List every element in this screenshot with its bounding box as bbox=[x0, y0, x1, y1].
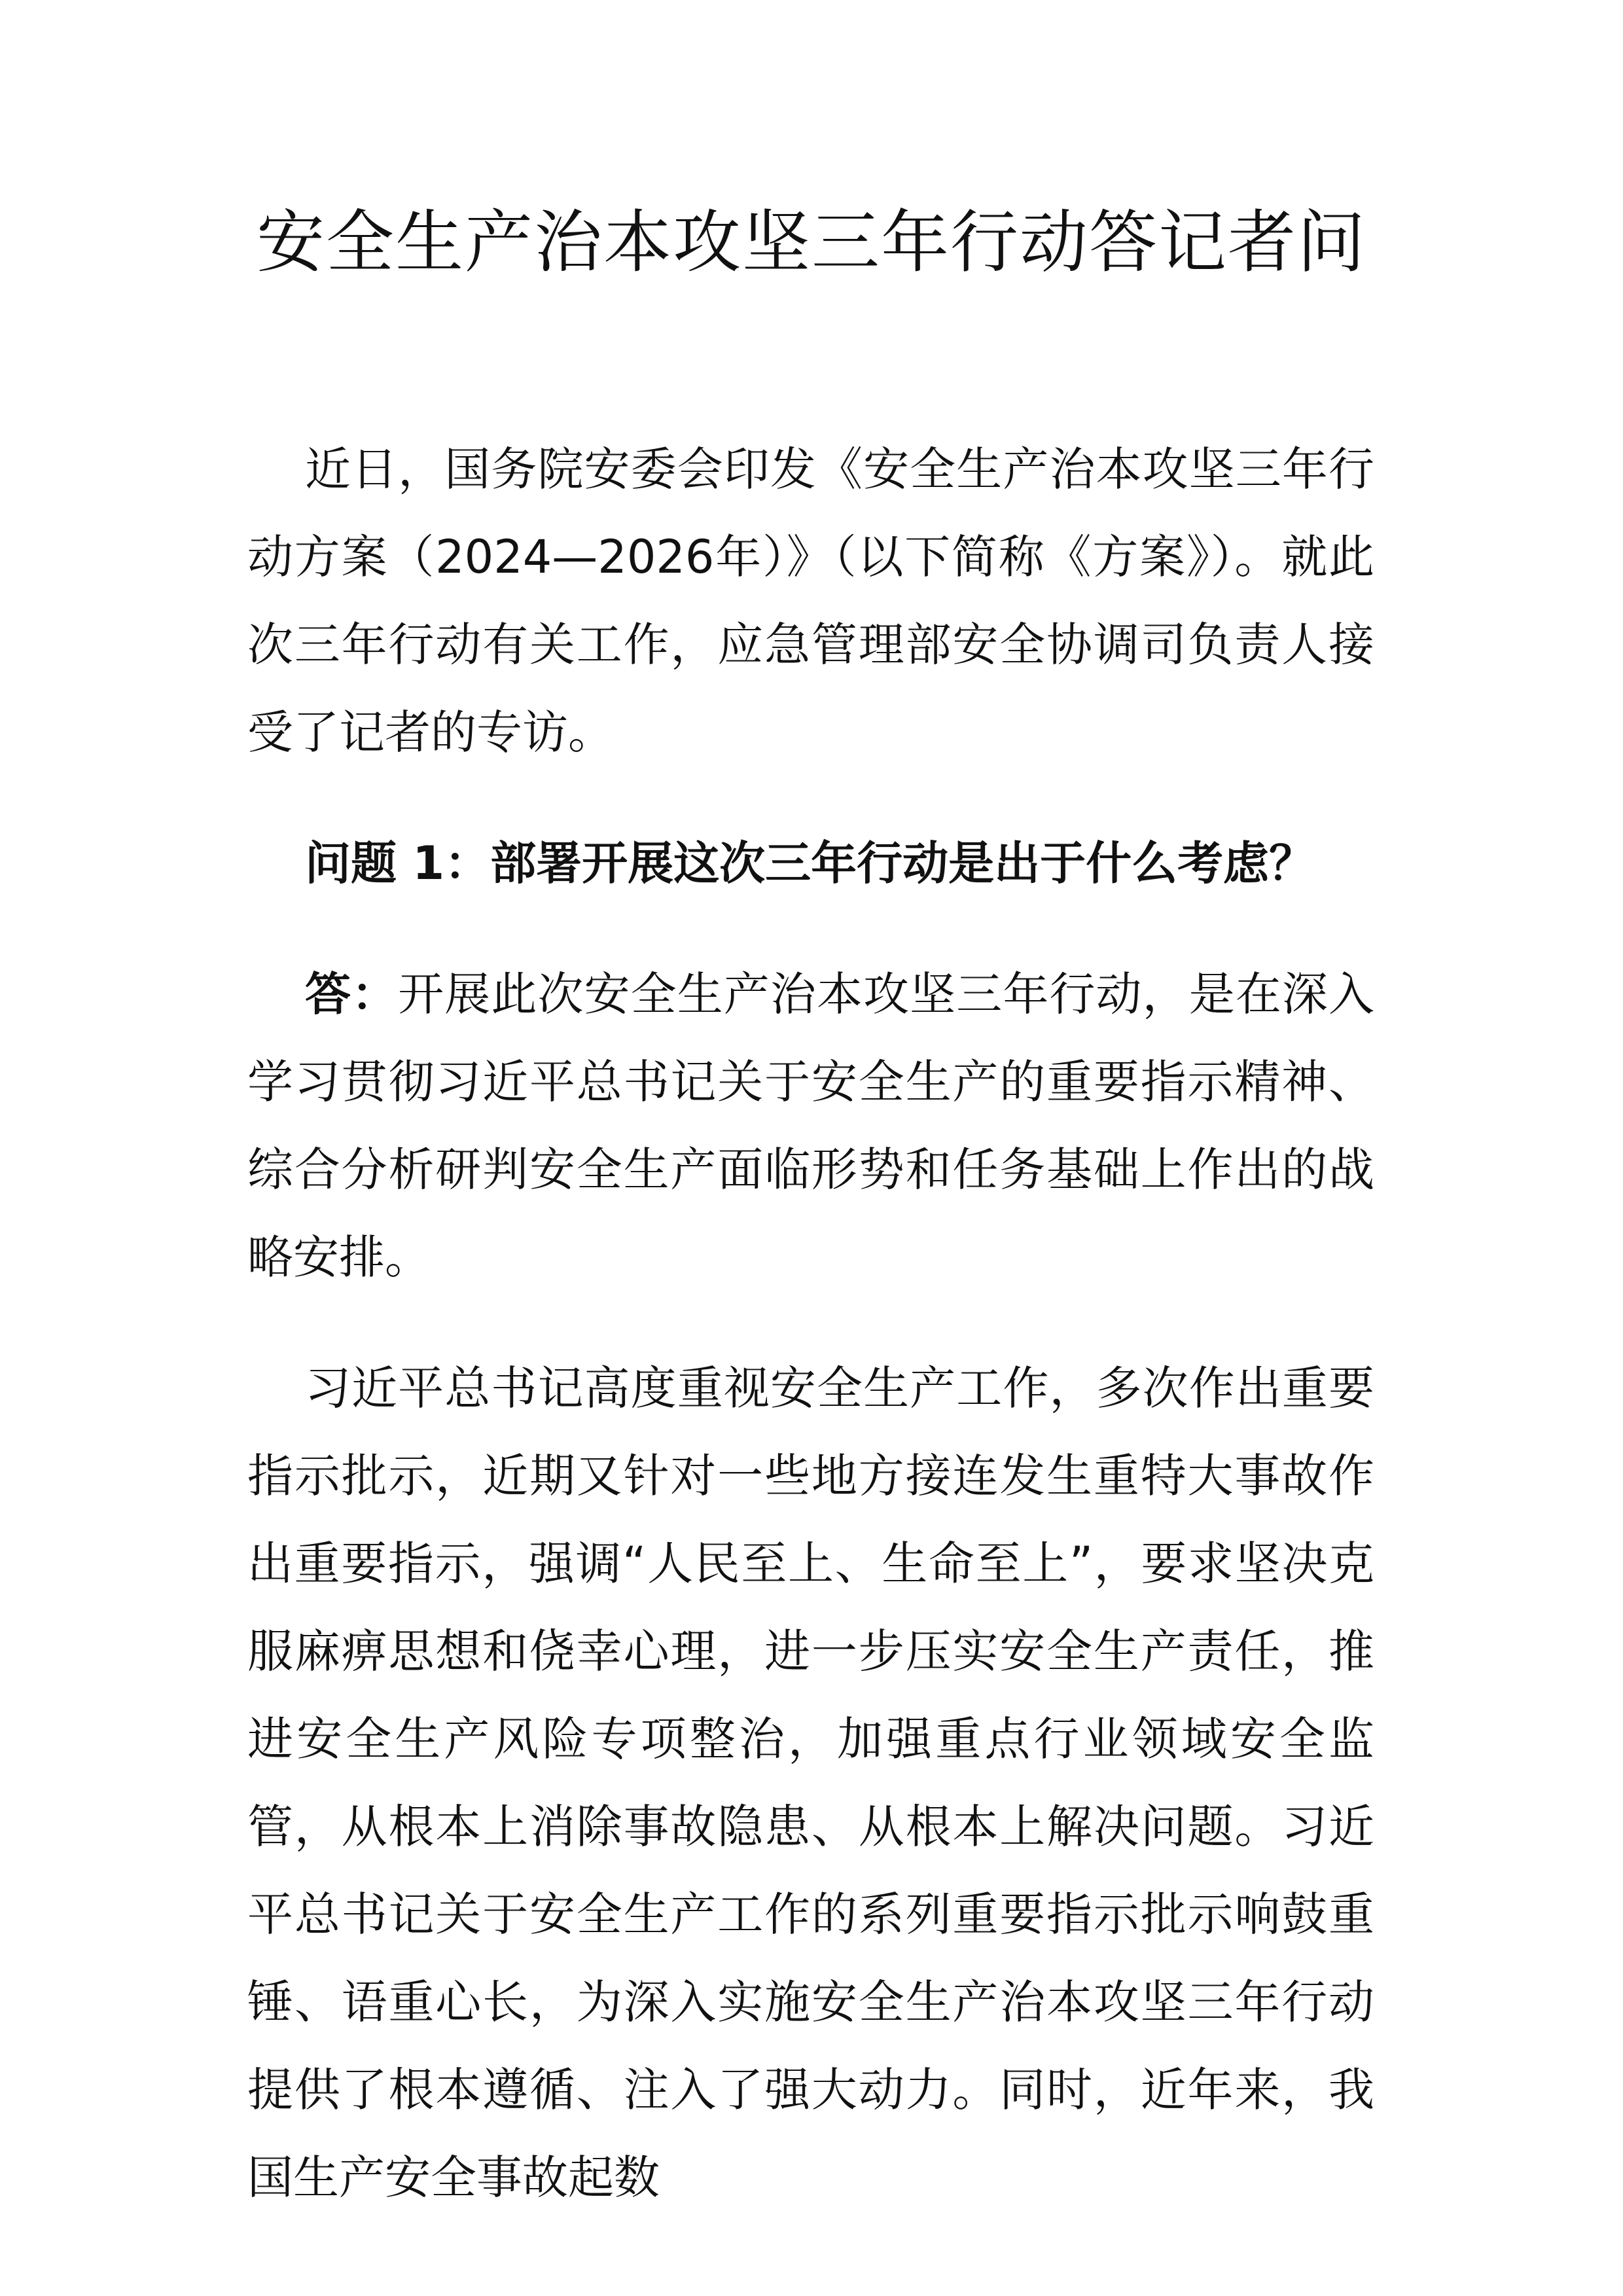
answer-paragraph bbox=[247, 950, 1374, 1301]
body-paragraph: 习近平总书记高度重视安全生产工作，多次作出重要指示批示，近期又针对一些地方接连发生重特大事故作出重要指示，强调“人民至上、生命至上”，要求坚决克服麻痹思想和侥幸心理，进一步压实安全生产责任，推进安全生产风险专项整治，加强重点行业领域安全监管，从根本上消除事故隐患、从根本上解决问题。习近平总书记关于安全生产工作的系列重要指示批示响鼓重锤、语重心长，为深入实施安全生产治本攻坚三年行动提供了根本遵循、注入了强大动力。同时，近年来，我国生产安全事故起数 bbox=[247, 1361, 1374, 2204]
document-body bbox=[247, 425, 1374, 2265]
document-title: 安全生产治本攻坚三年行动答记者问 bbox=[256, 202, 1366, 282]
answer-lead: 答： bbox=[305, 967, 399, 1021]
answer-text: 开展此次安全生产治本攻坚三年行动，是在深入学习贯彻习近平总书记关于安全生产的重要指示精神、综合分析研判安全生产面临形势和任务基础上作出的战略安排。 bbox=[247, 967, 1375, 1284]
intro-paragraph: 近日，国务院安委会印发《安全生产治本攻坚三年行动方案（2024—2026年）》（以下简称《方案》）。就此次三年行动有关工作，应急管理部安全协调司负责人接受了记者的专访。 bbox=[247, 442, 1374, 759]
question-heading: 问题 1：部署开展这次三年行动是出于什么考虑？ bbox=[305, 836, 1315, 890]
